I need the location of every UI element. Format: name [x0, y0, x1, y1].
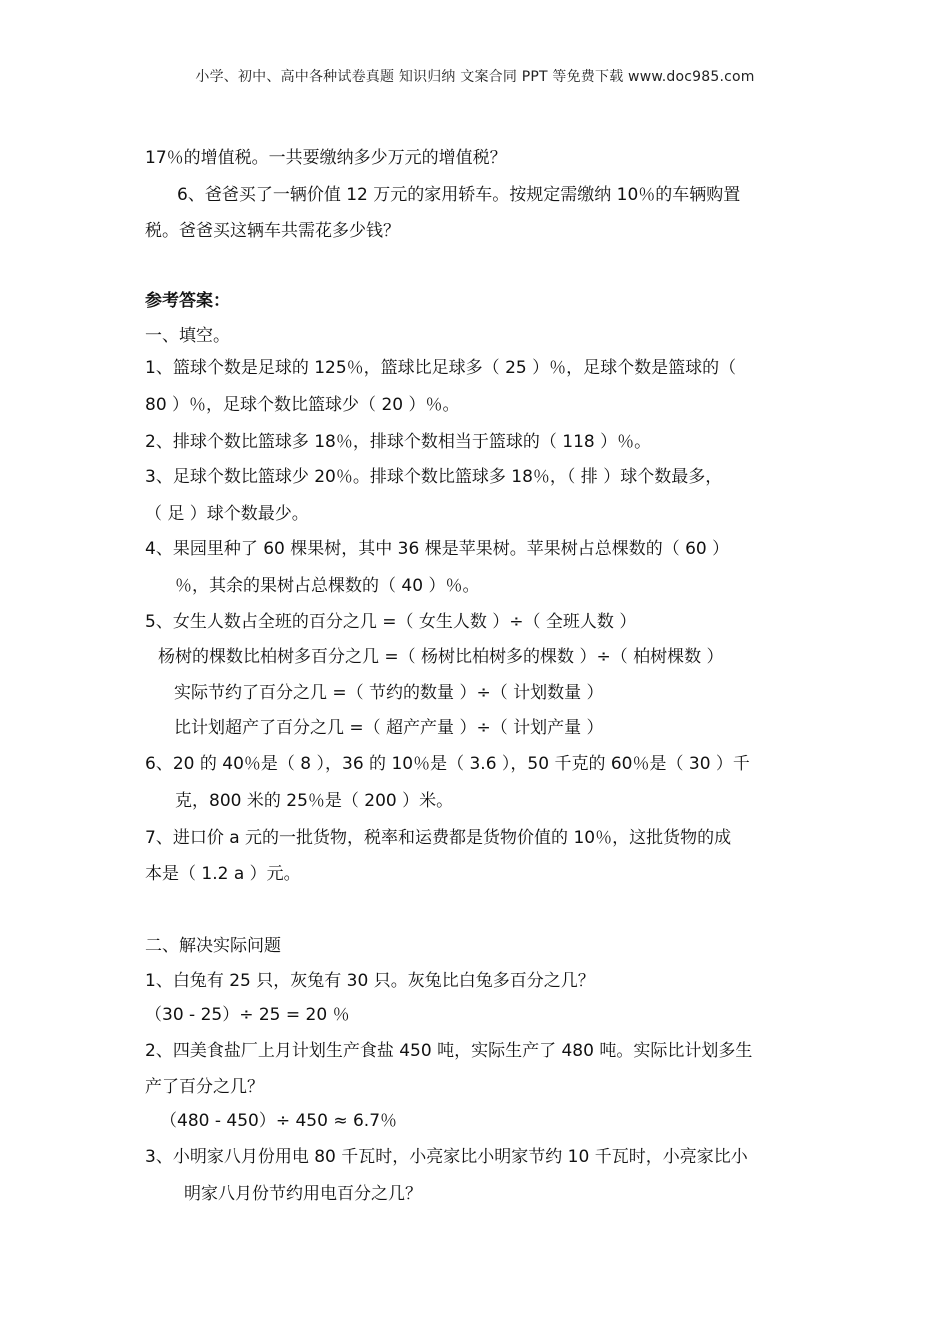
- text-line: 1、篮球个数是足球的 125％，篮球比足球多（ 25 ）％，足球个数是篮球的（: [145, 358, 737, 378]
- section-heading: 二、解决实际问题: [145, 936, 281, 956]
- text-line: 4、果园里种了 60 棵果树，其中 36 棵是苹果树。苹果树占总棵数的（ 60 ）: [145, 539, 730, 559]
- text-line: （ 足 ）球个数最少。: [145, 504, 309, 524]
- text-line: 17％的增值税。一共要缴纳多少万元的增值税？: [145, 148, 507, 168]
- section-heading: 一、填空。: [145, 326, 230, 346]
- text-line: 3、小明家八月份用电 80 千瓦时，小亮家比小明家节约 10 千瓦时，小亮家比小: [145, 1147, 748, 1167]
- text-line: 明家八月份节约用电百分之几？: [184, 1184, 422, 1204]
- page-header-banner: 小学、初中、高中各种试卷真题 知识归纳 文案合同 PPT 等免费下载 www.doc985.com: [195, 69, 755, 85]
- text-line: 杨树的棵数比柏树多百分之几 =（ 杨树比柏树多的棵数 ）÷（ 柏树棵数 ）: [158, 647, 724, 667]
- text-line: 本是（ 1.2 a ）元。: [145, 864, 301, 884]
- text-line: 80 ）％，足球个数比篮球少（ 20 ）％。: [145, 395, 460, 415]
- text-line: 2、排球个数比篮球多 18％，排球个数相当于篮球的（ 118 ）％。: [145, 432, 652, 452]
- answer-heading: 参考答案：: [145, 291, 230, 311]
- text-line: 产了百分之几？: [145, 1077, 264, 1097]
- solution-formula: （480 - 450）÷ 450 ≈ 6.7％: [160, 1111, 398, 1131]
- text-line: 6、爸爸买了一辆价值 12 万元的家用轿车。按规定需缴纳 10％的车辆购置: [177, 185, 741, 205]
- text-line: 3、足球个数比篮球少 20％。排球个数比篮球多 18％，（ 排 ）球个数最多，: [145, 467, 723, 487]
- text-line: 5、女生人数占全班的百分之几 =（ 女生人数 ）÷（ 全班人数 ）: [145, 612, 637, 632]
- text-line: 1、白兔有 25 只，灰兔有 30 只。灰兔比白兔多百分之几？: [145, 971, 595, 991]
- text-line: 税。爸爸买这辆车共需花多少钱？: [145, 221, 400, 241]
- text-line: 克，800 米的 25％是（ 200 ）米。: [175, 791, 454, 811]
- text-line: 7、进口价 a 元的一批货物，税率和运费都是货物价值的 10％，这批货物的成: [145, 828, 732, 848]
- text-line: 实际节约了百分之几 =（ 节约的数量 ）÷（ 计划数量 ）: [174, 683, 604, 703]
- text-line: 比计划超产了百分之几 =（ 超产产量 ）÷（ 计划产量 ）: [174, 718, 604, 738]
- text-line: 2、四美食盐厂上月计划生产食盐 450 吨，实际生产了 480 吨。实际比计划多生: [145, 1041, 753, 1061]
- solution-formula: （30 - 25）÷ 25 = 20 ％: [145, 1005, 350, 1025]
- text-line: 6、20 的 40％是（ 8 ），36 的 10％是（ 3.6 ），50 千克的 60％是（ 30 ）千: [145, 754, 750, 774]
- text-line: ％，其余的果树占总棵数的（ 40 ）％。: [175, 576, 480, 596]
